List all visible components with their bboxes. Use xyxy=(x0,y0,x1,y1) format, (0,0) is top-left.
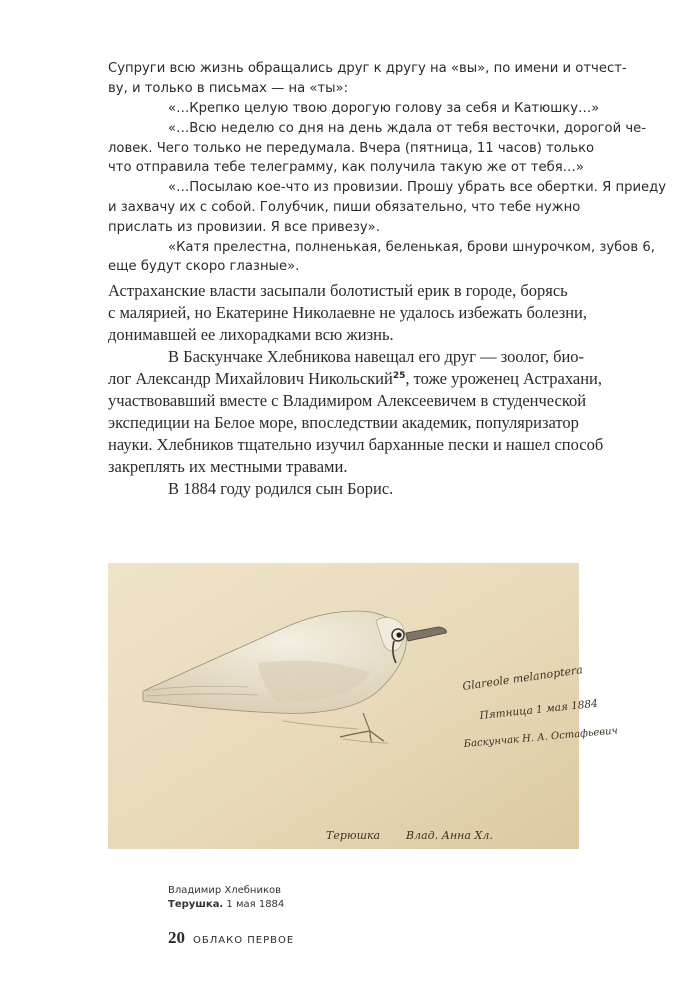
text-line: закреплять их местными травами. xyxy=(108,457,348,476)
text-line: донимавшей ее лихорадками всю жизнь. xyxy=(108,325,394,344)
quote-line: «Катя прелестна, полненькая, беленькая, брови шнурочком, зубов 6, xyxy=(168,239,655,255)
text-line: ву, и только в письмах — на «ты»: xyxy=(108,80,349,96)
quote-line: «…Всю неделю со дня на день ждала от тебя весточки, дорогой че- xyxy=(168,120,647,136)
quote-line: и захвачу их с собой. Голубчик, пиши обязательно, что тебе нужно xyxy=(108,199,581,215)
text-line xyxy=(108,368,602,390)
letter-quotes xyxy=(108,99,667,277)
quote-line: прислать из провизии. Я все привезу». xyxy=(108,219,380,235)
page-number: 20 xyxy=(168,928,185,947)
text-line: экспедиции на Белое море, впоследствии академик, популяризатор xyxy=(108,413,579,432)
bird-drawing xyxy=(108,563,619,849)
text-line: Супруги всю жизнь обращались друг к другу на «вы», по имени и отчест- xyxy=(108,61,627,76)
quote-line: «…Посылаю кое-что из провизии. Прошу убрать все обертки. Я приеду xyxy=(168,180,667,196)
intro-paragraph xyxy=(108,59,627,99)
text-line: науки. Хлебников тщательно изучил барханные пески и нашел способ xyxy=(108,435,604,454)
handwritten-note-place: Баскунчак Н. А. Остафьевич xyxy=(463,725,619,750)
bird-sketch-svg xyxy=(108,563,619,849)
quote-line: ловек. Чего только не передумала. Вчера (пятница, 11 часов) только xyxy=(108,140,595,156)
quote-line: еще будут скоро глазные». xyxy=(108,259,300,275)
body-text xyxy=(108,280,604,500)
caption-author: Владимир Хлебников xyxy=(168,885,282,896)
handwritten-note-latin: Glareole melanoptera xyxy=(461,663,584,693)
figure-caption xyxy=(168,884,284,912)
text-line: Астраханские власти засыпали болотистый ерик в городе, борясь xyxy=(108,281,568,300)
handwritten-label-name: Терюшка xyxy=(326,829,381,842)
caption-title: Терушка. xyxy=(168,899,224,910)
text-line: В Баскунчаке Хлебникова навещал его друг — зоолог, био- xyxy=(168,347,585,366)
text-line: В 1884 году родился сын Борис. xyxy=(168,479,394,498)
handwritten-note-date: Пятница 1 мая 1884 xyxy=(479,697,599,722)
footnote-ref[interactable]: 25 xyxy=(392,371,406,381)
caption-title-line xyxy=(168,898,284,912)
text-line: участвовавший вместе с Владимиром Алексеевичем в студенческой xyxy=(108,391,587,410)
handwritten-signature: Влад. Анна Хл. xyxy=(406,829,493,842)
text-line: с малярией, но Екатерине Николаевне не удалось избежать болезни, xyxy=(108,303,588,322)
quote-line: «…Крепко целую твою дорогую голову за себя и Катюшку…» xyxy=(168,101,600,116)
text-fragment: лог Александр Михайлович Никольский xyxy=(108,369,393,388)
section-title: ОБЛАКО ПЕРВОЕ xyxy=(193,935,295,946)
caption-date: 1 мая 1884 xyxy=(226,899,285,910)
page-footer xyxy=(168,928,294,948)
quote-line: что отправила тебе телеграмму, как получила такую же от тебя…» xyxy=(108,160,584,176)
text-fragment: , тоже уроженец Астрахани, xyxy=(405,369,602,388)
